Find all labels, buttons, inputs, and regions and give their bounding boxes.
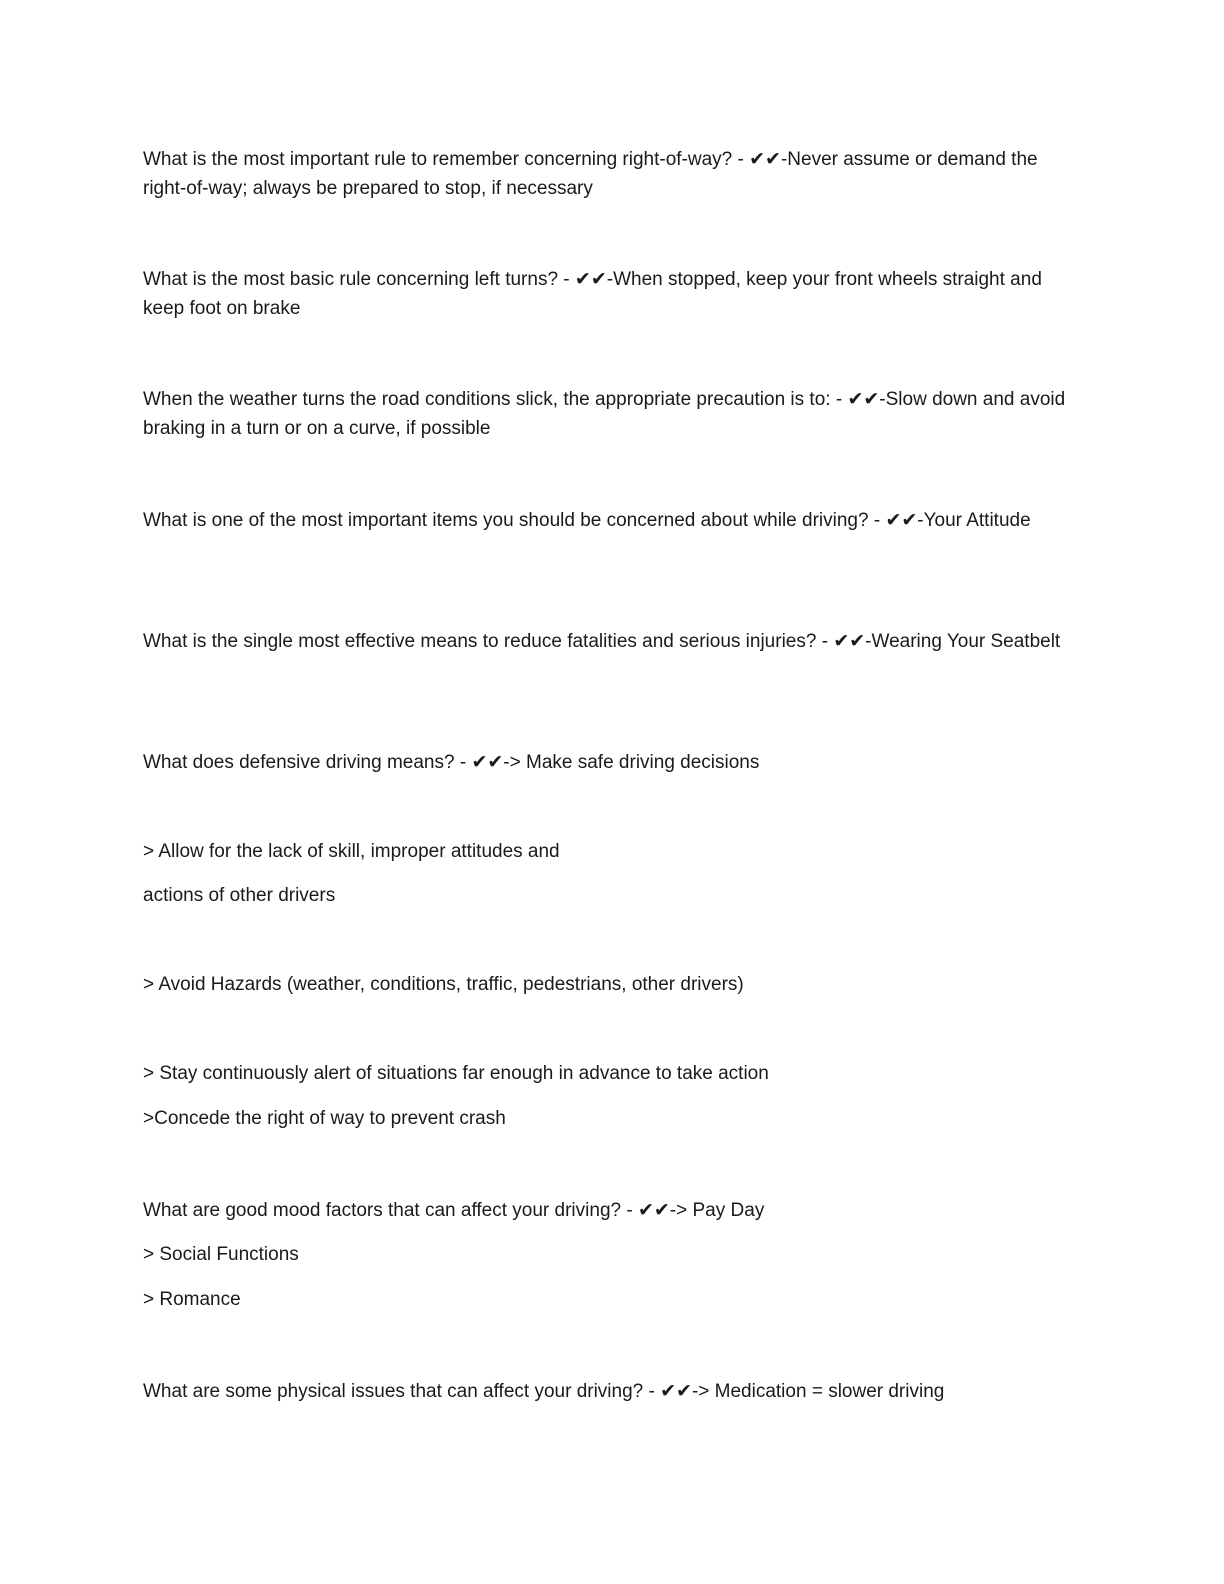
qa-attitude: What is one of the most important items you should be concerned about while driving? - ✔✔-Your Attitude xyxy=(143,510,1031,531)
qa-good-mood: What are good mood factors that can affect your driving? - ✔✔-> Pay Day xyxy=(143,1200,765,1221)
mood-point-social: > Social Functions xyxy=(143,1244,299,1265)
defensive-point-skill-cont: actions of other drivers xyxy=(143,885,336,906)
qa-defensive-driving: What does defensive driving means? - ✔✔-> Make safe driving decisions xyxy=(143,752,760,773)
qa-right-of-way: What is the most important rule to remember concerning right-of-way? - ✔✔-Never assume or demand the right-of-way; always be prepared to stop, if necessary xyxy=(143,149,1038,199)
qa-slick-roads: When the weather turns the road conditions slick, the appropriate precaution is to: - ✔✔-Slow down and avoid braking in a turn or on a curve, if possible xyxy=(143,389,1066,439)
qa-seatbelt: What is the single most effective means to reduce fatalities and serious injuries? - ✔✔-Wearing Your Seatbelt xyxy=(143,631,1061,652)
qa-left-turns: What is the most basic rule concerning left turns? - ✔✔-When stopped, keep your front wheels straight and keep foot on brake xyxy=(143,269,1042,319)
defensive-point-concede: >Concede the right of way to prevent crash xyxy=(143,1108,506,1129)
defensive-point-hazards: > Avoid Hazards (weather, conditions, traffic, pedestrians, other drivers) xyxy=(143,974,744,995)
mood-point-romance: > Romance xyxy=(143,1289,241,1310)
defensive-point-skill: > Allow for the lack of skill, improper attitudes and xyxy=(143,841,560,862)
defensive-point-alert: > Stay continuously alert of situations far enough in advance to take action xyxy=(143,1063,769,1084)
qa-physical-issues: What are some physical issues that can affect your driving? - ✔✔-> Medication = slower driving xyxy=(143,1381,945,1402)
